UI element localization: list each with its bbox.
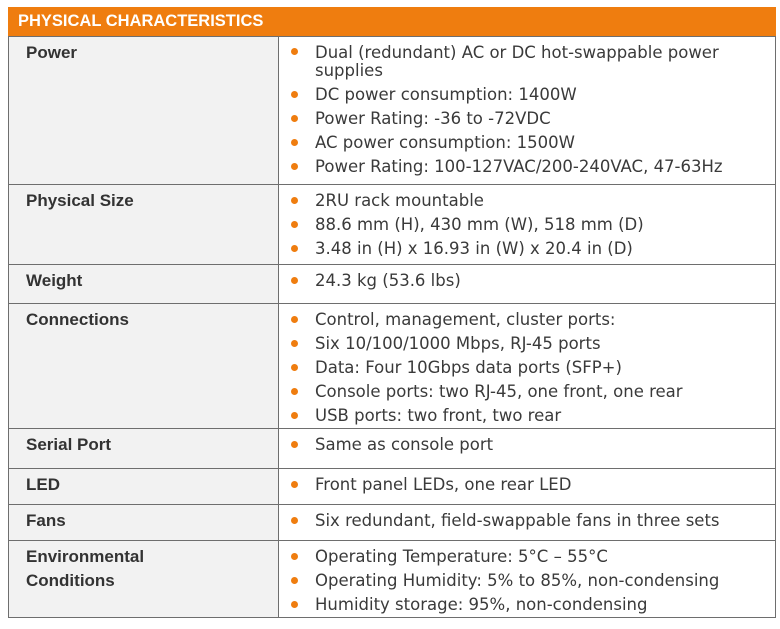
row-label-power: Power: [9, 37, 279, 185]
table-row: [9, 304, 776, 429]
table-row: [9, 37, 776, 185]
bullet-list: [289, 545, 775, 617]
row-label-physical-size: Physical Size: [9, 185, 279, 265]
row-label-connections: Connections: [9, 304, 279, 429]
row-label-serial-port: Serial Port: [9, 429, 279, 469]
list-item: 2RU rack mountable: [289, 189, 775, 213]
list-item: 3.48 in (H) x 16.93 in (W) x 20.4 in (D): [289, 237, 775, 261]
list-item: Six 10/100/1000 Mbps, RJ-45 ports: [289, 332, 775, 356]
row-values-connections: [279, 304, 776, 429]
row-label-line: Environmental: [26, 547, 145, 566]
bullet-list: [289, 433, 775, 457]
list-item: Front panel LEDs, one rear LED: [289, 473, 775, 497]
list-item: Six redundant, field-swappable fans in three sets: [289, 509, 775, 533]
list-item: Power Rating: 100-127VAC/200-240VAC, 47-63Hz: [289, 155, 775, 179]
row-label-line: Conditions: [26, 571, 115, 590]
list-item: DC power consumption: 1400W: [289, 83, 775, 107]
row-label-fans: Fans: [9, 505, 279, 541]
bullet-list: [289, 308, 775, 428]
list-item: Control, management, cluster ports:: [289, 308, 775, 332]
row-values-led: [279, 469, 776, 505]
spec-sheet: [8, 7, 776, 618]
list-item: 24.3 kg (53.6 lbs): [289, 269, 775, 293]
row-values-fans: [279, 505, 776, 541]
list-item: Data: Four 10Gbps data ports (SFP+): [289, 356, 775, 380]
row-values-serial-port: [279, 429, 776, 469]
table-row: [9, 469, 776, 505]
row-values-power: [279, 37, 776, 185]
row-label-led: LED: [9, 469, 279, 505]
bullet-list: [289, 41, 775, 179]
list-item: Humidity storage: 95%, non-condensing: [289, 593, 775, 617]
bullet-list: [289, 269, 775, 293]
list-item: USB ports: two front, two rear: [289, 404, 775, 428]
row-label-weight: Weight: [9, 265, 279, 304]
table-row: [9, 429, 776, 469]
list-item: Console ports: two RJ-45, one front, one rear: [289, 380, 775, 404]
table-row: [9, 541, 776, 618]
list-item: 88.6 mm (H), 430 mm (W), 518 mm (D): [289, 213, 775, 237]
bullet-list: [289, 509, 775, 533]
bullet-list: [289, 189, 775, 261]
section-header: PHYSICAL CHARACTERISTICS: [8, 7, 776, 36]
spec-table: [8, 36, 776, 618]
row-values-weight: [279, 265, 776, 304]
list-item: Dual (redundant) AC or DC hot-swappable power supplies: [289, 41, 775, 83]
list-item: Same as console port: [289, 433, 775, 457]
list-item: AC power consumption: 1500W: [289, 131, 775, 155]
row-label-environmental-conditions: [9, 541, 279, 618]
bullet-list: [289, 473, 775, 497]
row-values-physical-size: [279, 185, 776, 265]
list-item: Operating Temperature: 5°C – 55°C: [289, 545, 775, 569]
table-row: [9, 505, 776, 541]
table-row: [9, 265, 776, 304]
table-row: [9, 185, 776, 265]
list-item: Power Rating: -36 to -72VDC: [289, 107, 775, 131]
list-item: Operating Humidity: 5% to 85%, non-condensing: [289, 569, 775, 593]
row-values-environmental-conditions: [279, 541, 776, 618]
